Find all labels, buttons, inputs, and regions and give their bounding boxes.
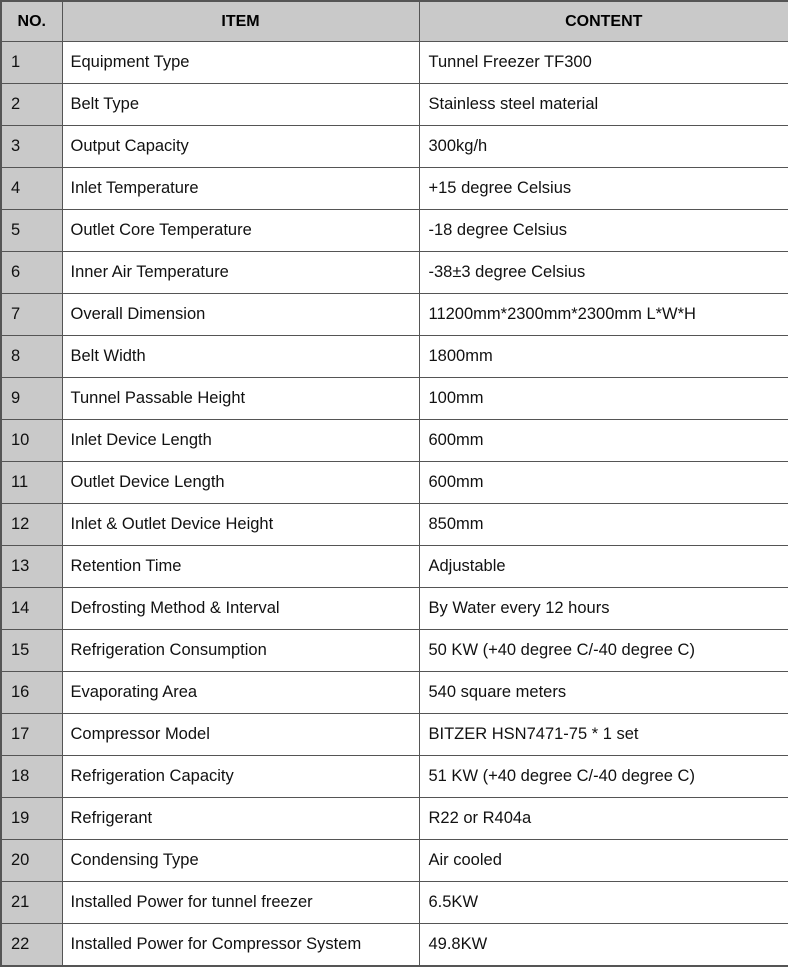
- row-item: Tunnel Passable Height: [62, 378, 419, 420]
- row-item: Refrigeration Consumption: [62, 630, 419, 672]
- row-item: Retention Time: [62, 546, 419, 588]
- row-number: 11: [1, 462, 62, 504]
- row-item: Equipment Type: [62, 42, 419, 84]
- row-number: 18: [1, 756, 62, 798]
- row-content: 850mm: [419, 504, 788, 546]
- table-row: [1, 588, 788, 630]
- table-row: [1, 252, 788, 294]
- row-number: 21: [1, 882, 62, 924]
- table-row: [1, 504, 788, 546]
- row-number: 8: [1, 336, 62, 378]
- row-content: 1800mm: [419, 336, 788, 378]
- row-item: Overall Dimension: [62, 294, 419, 336]
- row-number: 3: [1, 126, 62, 168]
- row-item: Condensing Type: [62, 840, 419, 882]
- row-number: 2: [1, 84, 62, 126]
- row-item: Inlet & Outlet Device Height: [62, 504, 419, 546]
- row-content: -18 degree Celsius: [419, 210, 788, 252]
- table-row: [1, 798, 788, 840]
- row-item: Refrigeration Capacity: [62, 756, 419, 798]
- row-item: Belt Width: [62, 336, 419, 378]
- row-item: Inlet Temperature: [62, 168, 419, 210]
- row-number: 14: [1, 588, 62, 630]
- row-item: Installed Power for Compressor System: [62, 924, 419, 967]
- row-content: By Water every 12 hours: [419, 588, 788, 630]
- table-row: [1, 126, 788, 168]
- row-number: 10: [1, 420, 62, 462]
- row-number: 16: [1, 672, 62, 714]
- row-item: Belt Type: [62, 84, 419, 126]
- row-content: 300kg/h: [419, 126, 788, 168]
- row-number: 17: [1, 714, 62, 756]
- row-content: 100mm: [419, 378, 788, 420]
- row-item: Evaporating Area: [62, 672, 419, 714]
- table-row: [1, 462, 788, 504]
- header-row: [1, 1, 788, 42]
- row-item: Defrosting Method & Interval: [62, 588, 419, 630]
- row-content: -38±3 degree Celsius: [419, 252, 788, 294]
- row-content: Tunnel Freezer TF300: [419, 42, 788, 84]
- table-row: [1, 630, 788, 672]
- row-number: 9: [1, 378, 62, 420]
- table-row: [1, 168, 788, 210]
- table-body: [1, 42, 788, 967]
- row-content: 6.5KW: [419, 882, 788, 924]
- table-row: [1, 882, 788, 924]
- row-item: Inner Air Temperature: [62, 252, 419, 294]
- row-content: R22 or R404a: [419, 798, 788, 840]
- table-row: [1, 378, 788, 420]
- row-item: Inlet Device Length: [62, 420, 419, 462]
- header-content: CONTENT: [419, 1, 788, 42]
- table-row: [1, 546, 788, 588]
- row-item: Installed Power for tunnel freezer: [62, 882, 419, 924]
- row-content: 600mm: [419, 462, 788, 504]
- table-row: [1, 336, 788, 378]
- row-number: 13: [1, 546, 62, 588]
- row-content: 49.8KW: [419, 924, 788, 967]
- table-row: [1, 294, 788, 336]
- row-number: 6: [1, 252, 62, 294]
- table-header: [1, 1, 788, 42]
- row-content: 51 KW (+40 degree C/-40 degree C): [419, 756, 788, 798]
- row-item: Output Capacity: [62, 126, 419, 168]
- table-row: [1, 420, 788, 462]
- row-number: 12: [1, 504, 62, 546]
- row-item: Compressor Model: [62, 714, 419, 756]
- row-number: 20: [1, 840, 62, 882]
- row-content: Air cooled: [419, 840, 788, 882]
- row-content: 11200mm*2300mm*2300mm L*W*H: [419, 294, 788, 336]
- header-no: NO.: [1, 1, 62, 42]
- table-row: [1, 840, 788, 882]
- table-row: [1, 42, 788, 84]
- row-number: 1: [1, 42, 62, 84]
- row-content: Stainless steel material: [419, 84, 788, 126]
- row-item: Refrigerant: [62, 798, 419, 840]
- row-item: Outlet Core Temperature: [62, 210, 419, 252]
- table-row: [1, 210, 788, 252]
- row-content: +15 degree Celsius: [419, 168, 788, 210]
- row-content: Adjustable: [419, 546, 788, 588]
- row-number: 4: [1, 168, 62, 210]
- row-item: Outlet Device Length: [62, 462, 419, 504]
- table-row: [1, 714, 788, 756]
- row-number: 19: [1, 798, 62, 840]
- header-item: ITEM: [62, 1, 419, 42]
- table-row: [1, 924, 788, 967]
- row-number: 15: [1, 630, 62, 672]
- table-row: [1, 84, 788, 126]
- row-number: 22: [1, 924, 62, 967]
- row-content: 540 square meters: [419, 672, 788, 714]
- table-row: [1, 672, 788, 714]
- row-number: 5: [1, 210, 62, 252]
- row-number: 7: [1, 294, 62, 336]
- row-content: 600mm: [419, 420, 788, 462]
- row-content: 50 KW (+40 degree C/-40 degree C): [419, 630, 788, 672]
- table-row: [1, 756, 788, 798]
- row-content: BITZER HSN7471-75 * 1 set: [419, 714, 788, 756]
